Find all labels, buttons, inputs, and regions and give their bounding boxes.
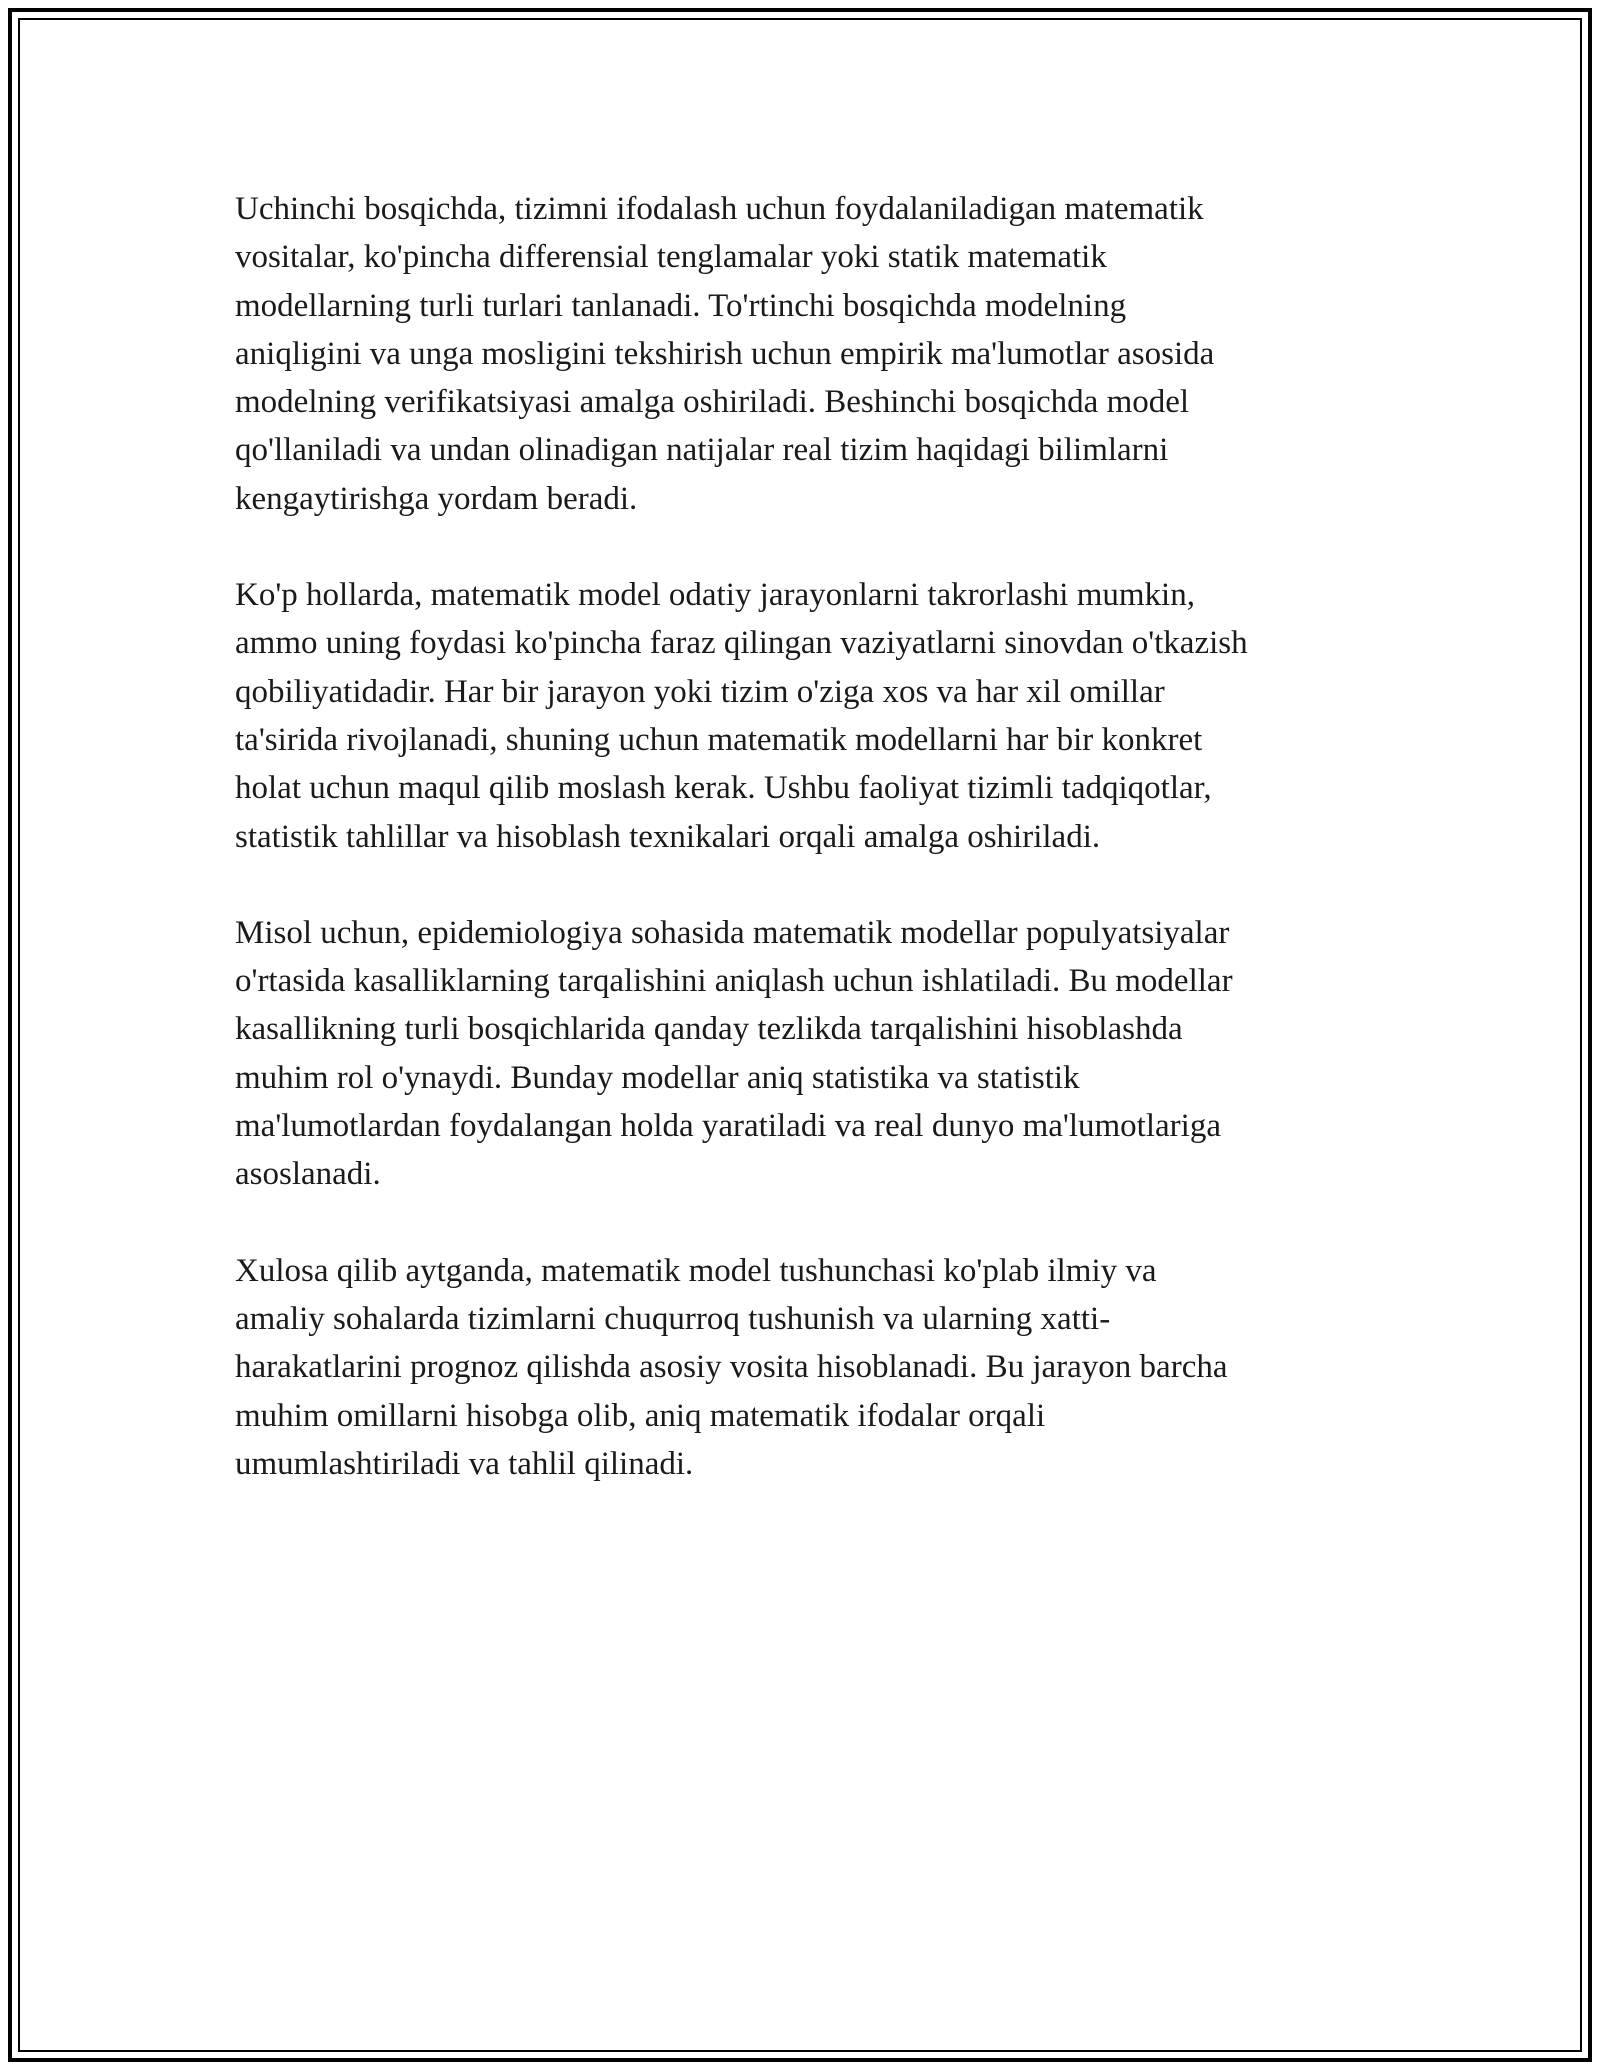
text-line: vositalar, ko'pincha differensial tenglamalar yoki statik matematik [235,239,1107,276]
text-line: kengaytirishga yordam beradi. [235,480,638,517]
text-line: harakatlarini prognoz qilishda asosiy vosita hisoblanadi. Bu jarayon barcha [235,1349,1228,1386]
text-line: ammo uning foydasi ko'pincha faraz qilingan vaziyatlarni sinovdan o'tkazish [235,625,1248,662]
paragraph-3 [235,909,1375,1199]
text-line: muhim omillarni hisobga olib, aniq matematik ifodalar orqali [235,1397,1046,1434]
text-line: asoslanadi. [235,1156,381,1193]
text-line: Uchinchi bosqichda, tizimni ifodalash uchun foydalaniladigan matematik [235,191,1204,227]
text-line: umumlashtiriladi va tahlil qilinadi. [235,1445,694,1482]
text-line: holat uchun maqul qilib moslash kerak. Ushbu faoliyat tizimli tadqiqotlar, [235,770,1212,807]
text-line: ma'lumotlardan foydalangan holda yaratiladi va real dunyo ma'lumotlariga [235,1108,1221,1145]
paragraph-1 [235,185,1375,523]
text-line: aniqligini va unga mosligini tekshirish uchun empirik ma'lumotlar asosida [235,335,1215,372]
text-line: amaliy sohalarda tizimlarni chuqurroq tushunish va ularning xatti- [235,1300,1111,1337]
paragraph-4 [235,1247,1375,1488]
text-line: muhim rol o'ynaydi. Bunday modellar aniq statistika va statistik [235,1059,1080,1096]
paragraph-2 [235,571,1375,861]
text-line: o'rtasida kasalliklarning tarqalishini aniqlash uchun ishlatiladi. Bu modellar [235,963,1233,1000]
text-line: qobiliyatidadir. Har bir jarayon yoki tizim o'ziga xos va har xil omillar [235,673,1165,710]
text-line: modelning verifikatsiyasi amalga oshiriladi. Beshinchi bosqichda model [235,384,1190,421]
text-line: statistik tahlillar va hisoblash texnikalari orqali amalga oshiriladi. [235,818,1101,855]
text-line: ta'sirida rivojlanadi, shuning uchun matematik modellarni har bir konkret [235,721,1203,758]
text-line: modellarning turli turlari tanlanadi. To'rtinchi bosqichda modelning [235,287,1127,324]
text-line: Misol uchun, epidemiologiya sohasida matematik modellar populyatsiyalar [235,914,1230,951]
text-line: Xulosa qilib aytganda, matematik model tushunchasi ko'plab ilmiy va [235,1252,1157,1289]
text-line: kasallikning turli bosqichlarida qanday tezlikda tarqalishini hisoblashda [235,1011,1183,1048]
text-line: Ko'p hollarda, matematik model odatiy jarayonlarni takrorlashi mumkin, [235,577,1195,614]
text-line: qo'llaniladi va undan olinadigan natijalar real tizim haqidagi bilimlarni [235,432,1169,469]
document-body [235,185,1375,1536]
